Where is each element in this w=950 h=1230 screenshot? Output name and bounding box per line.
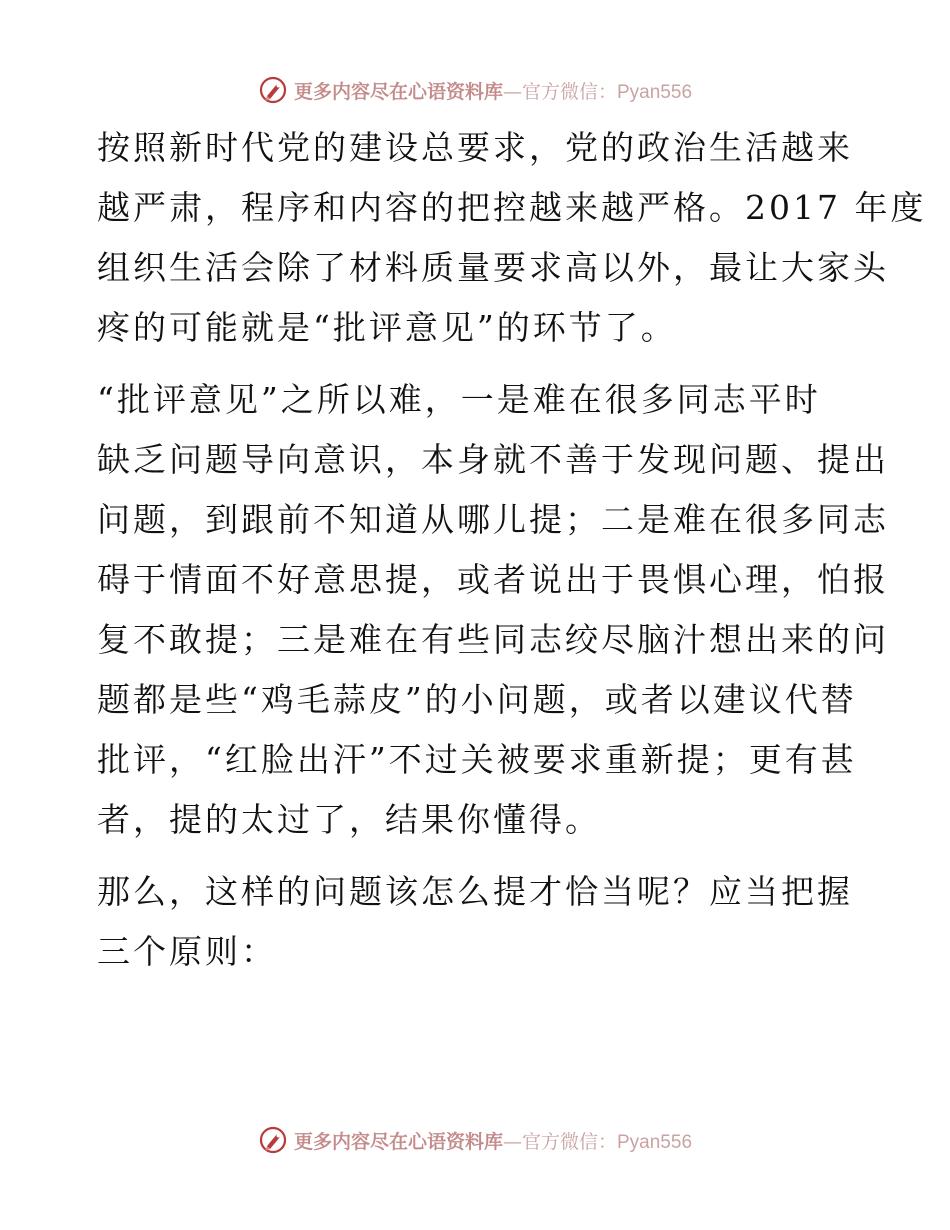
paragraph-line: 碍于情面不好意思提，或者说出于畏惧心理，怕报	[97, 560, 889, 599]
watermark-separator: —	[502, 80, 522, 103]
paragraph-line: 批评，“红脸出汗”不过关被要求重新提；更有甚	[97, 740, 857, 779]
paragraph-line: 那么，这样的问题该怎么提才恰当呢？应当把握	[97, 872, 853, 911]
pen-logo-icon	[258, 1125, 288, 1155]
paragraph-line: 越严肃，程序和内容的把控越来越严格。2017 年度	[97, 188, 927, 227]
paragraph-line: 题都是些“鸡毛蒜皮”的小问题，或者以建议代替	[97, 680, 857, 719]
pen-logo-icon	[258, 75, 288, 105]
paragraph-3	[97, 862, 857, 982]
paragraph-2	[97, 370, 889, 850]
paragraph-line: 缺乏问题导向意识，本身就不善于发现问题、提出	[97, 440, 889, 479]
paragraph-gap	[97, 358, 857, 370]
paragraph-line: 三个原则：	[97, 932, 277, 971]
paragraph-gap	[97, 850, 857, 862]
footer-watermark	[0, 1120, 950, 1160]
paragraph-line: 疼的可能就是“批评意见”的环节了。	[97, 308, 677, 347]
watermark-text	[294, 1127, 692, 1154]
header-watermark	[0, 70, 950, 110]
paragraph-1	[97, 118, 927, 358]
watermark-wechat-label: 官方微信：	[521, 1130, 617, 1153]
watermark-text	[294, 77, 692, 104]
watermark-brand: 更多内容尽在心语资料库	[293, 80, 503, 103]
paragraph-line: 按照新时代党的建设总要求，党的政治生活越来	[97, 128, 853, 167]
paragraph-line: 者，提的太过了，结果你懂得。	[97, 800, 601, 839]
watermark-wechat-id: Pyan556	[617, 1131, 693, 1153]
watermark-brand: 更多内容尽在心语资料库	[293, 1130, 503, 1153]
watermark-wechat-label: 官方微信：	[521, 80, 617, 103]
paragraph-line: 问题，到跟前不知道从哪儿提；二是难在很多同志	[97, 500, 889, 539]
watermark-separator: —	[502, 1130, 522, 1153]
watermark-wechat-id: Pyan556	[617, 81, 693, 103]
document-body	[97, 118, 927, 982]
paragraph-line: 复不敢提；三是难在有些同志绞尽脑汁想出来的问	[97, 620, 889, 659]
paragraph-line: “批评意见”之所以难，一是难在很多同志平时	[97, 380, 821, 419]
paragraph-line: 组织生活会除了材料质量要求高以外，最让大家头	[97, 248, 889, 287]
